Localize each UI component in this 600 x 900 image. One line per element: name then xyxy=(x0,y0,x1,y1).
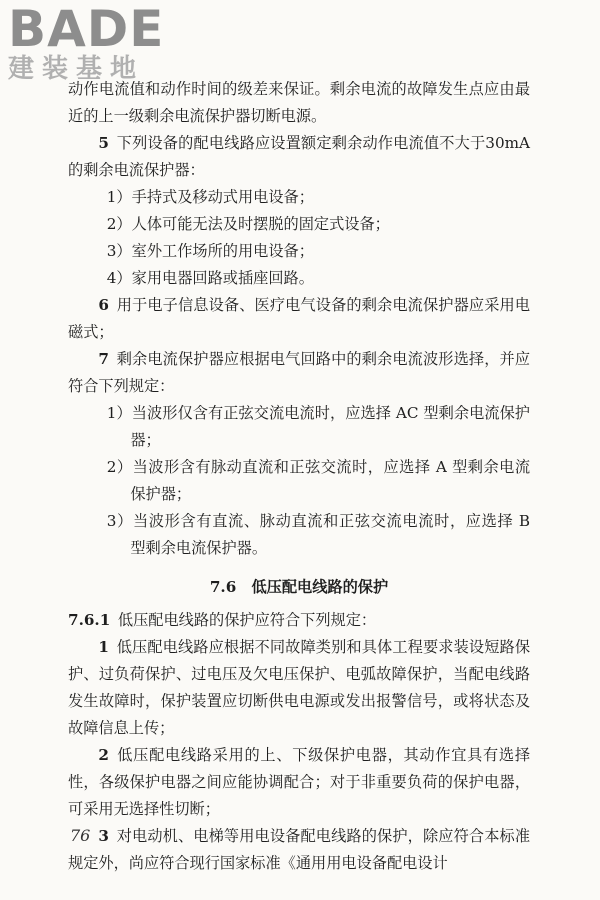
paragraph-continuation xyxy=(68,76,530,130)
sub-list-item xyxy=(68,265,530,292)
sub-item-text: 当波形含有脉动直流和正弦交流时，应选择 A 型剩余电流保护器； xyxy=(130,458,531,503)
item-number: 3 xyxy=(98,827,109,845)
sub-item-text: 当波形仅含有正弦交流电流时，应选择 AC 型剩余电流保护器； xyxy=(130,404,530,449)
sub-item-text: 家用电器回路或插座回路。 xyxy=(131,269,314,287)
sub-item-text: 人体可能无法及时摆脱的固定式设备； xyxy=(131,215,390,233)
clause xyxy=(68,607,530,634)
paragraph-text: 动作电流值和动作时间的级差来保证。剩余电流的故障发生点应由最近的上一级剩余电流保护器切断电源。 xyxy=(68,80,530,125)
sub-list-item xyxy=(68,508,530,562)
sub-item-text: 室外工作场所的用电设备； xyxy=(131,242,314,260)
list-item xyxy=(68,742,530,823)
item-text: 对电动机、电梯等用电设备配电线路的保护，除应符合本标准规定外，尚应符合现行国家标准《通用用电设备配电设计 xyxy=(68,827,530,872)
sub-item-number: 1） xyxy=(106,404,132,422)
logo-title: BADE xyxy=(8,0,165,58)
sub-list-item xyxy=(68,400,530,454)
sub-list-item xyxy=(68,184,530,211)
sub-list-item xyxy=(68,211,530,238)
sub-item-text: 当波形含有直流、脉动直流和正弦交流电流时，应选择 B 型剩余电流保护器。 xyxy=(130,512,530,557)
section-title xyxy=(68,574,530,601)
page-number: 76 xyxy=(70,826,91,845)
item-text: 低压配电线路应根据不同故障类别和具体工程要求装设短路保护、过负荷保护、过电压及欠电压保护、电弧故障保护，当配电线路发生故障时，保护装置应切断供电电源或发出报警信号，或将状态及故障信息上传； xyxy=(68,638,530,737)
sub-item-number: 4） xyxy=(106,269,132,287)
list-item xyxy=(68,346,530,400)
clause-number: 7.6.1 xyxy=(68,611,111,629)
item-text: 下列设备的配电线路应设置额定剩余动作电流值不大于30mA的剩余电流保护器： xyxy=(68,134,530,179)
item-text: 剩余电流保护器应根据电气回路中的剩余电流波形选择，并应符合下列规定： xyxy=(68,350,530,395)
section-name: 低压配电线路的保护 xyxy=(251,578,389,596)
sub-item-number: 1） xyxy=(106,188,132,206)
item-number: 6 xyxy=(98,296,109,314)
list-item xyxy=(68,823,530,877)
list-item xyxy=(68,634,530,742)
item-text: 低压配电线路采用的上、下级保护电器，其动作宜具有选择性，各级保护电器之间应能协调配合；对于非重要负荷的保护电器，可采用无选择性切断； xyxy=(68,746,530,818)
section-number: 7.6 xyxy=(209,578,237,596)
clause-text: 低压配电线路的保护应符合下列规定： xyxy=(117,611,377,629)
item-number: 5 xyxy=(98,134,109,152)
list-item xyxy=(68,130,530,184)
item-text: 用于电子信息设备、医疗电气设备的剩余电流保护器应采用电磁式； xyxy=(68,296,530,341)
sub-item-number: 2） xyxy=(106,458,133,476)
sub-item-number: 2） xyxy=(106,215,132,233)
logo-subtitle: 建装基地 xyxy=(8,54,145,84)
sub-item-number: 3） xyxy=(106,512,133,530)
item-number: 2 xyxy=(98,746,109,764)
list-item xyxy=(68,292,530,346)
item-number: 7 xyxy=(98,350,109,368)
sub-list-item xyxy=(68,238,530,265)
logo xyxy=(8,0,165,84)
sub-item-number: 3） xyxy=(106,242,132,260)
sub-item-text: 手持式及移动式用电设备； xyxy=(131,188,314,206)
item-number: 1 xyxy=(98,638,109,656)
sub-list-item xyxy=(68,454,530,508)
document-body xyxy=(68,76,530,877)
